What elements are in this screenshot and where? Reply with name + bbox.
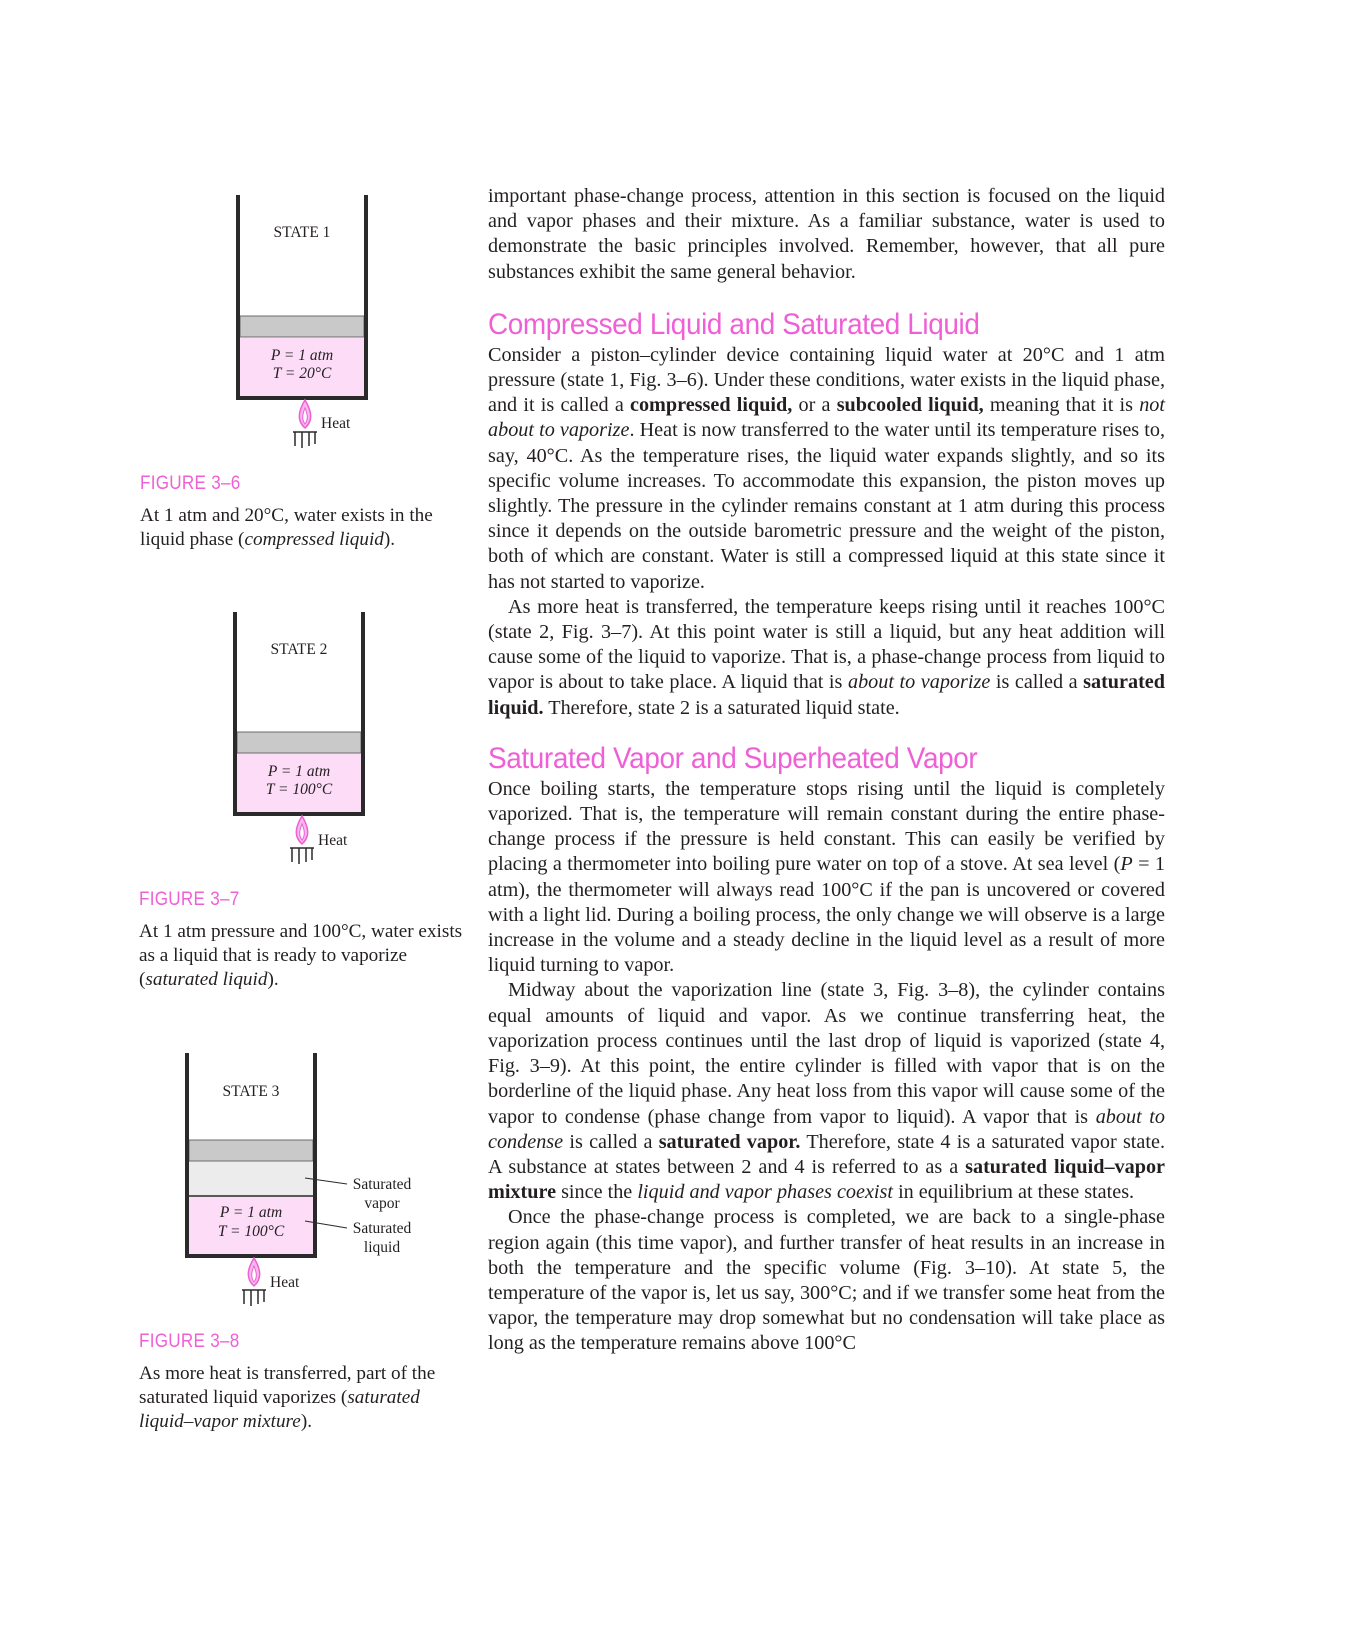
- state-label: STATE 2: [270, 641, 328, 658]
- pressure-label: P = 1 atm: [267, 763, 331, 780]
- liquid-label-line-1: Saturated: [352, 1220, 412, 1237]
- flame-icon: [242, 1258, 266, 1306]
- figure-caption: As more heat is transferred, part of the saturated liquid vaporizes (saturated liquid–vapor mixture).: [139, 1363, 436, 1432]
- state-label: STATE 1: [273, 224, 331, 241]
- state-label: STATE 3: [222, 1083, 280, 1100]
- figure-caption: At 1 atm pressure and 100°C, water exists as a liquid that is ready to vaporize (saturated liquid).: [139, 921, 463, 990]
- section-heading-compressed-liquid: Compressed Liquid and Saturated Liquid: [488, 307, 980, 341]
- paragraph-saturated-liquid: As more heat is transferred, the temperature keeps rising until it reaches 100°C (state 2, Fig. 3–7). At this point water is still a liquid, but any heat addition will cause some of the liquid to vaporize. That is, a phase-change process from liquid to vapor is about to take place. A liquid that is about to vaporize is called a saturated liquid. Therefore, state 2 is a saturated liquid state.: [488, 595, 1165, 719]
- vapor-label-line-2: vapor: [364, 1195, 400, 1212]
- pressure-label: P = 1 atm: [219, 1204, 283, 1221]
- vapor-label-line-1: Saturated: [352, 1176, 412, 1193]
- paragraph-superheated-vapor: Once the phase-change process is completed, we are back to a single-phase region again (this time vapor), and further transfer of heat results in an increase in both the temperature and the specific volume (Fig. 3–10). At state 5, the temperature of the vapor is, let us say, 300°C; and if we transfer some heat from the vapor, the temperature may drop somewhat but no condensation will take place as long as the temperature remains above 100°C: [488, 1206, 1165, 1355]
- heat-label: Heat: [321, 415, 351, 432]
- paragraph-compressed-liquid: Consider a piston–cylinder device containing liquid water at 20°C and 1 atm pressure (state 1, Fig. 3–6). Under these conditions, water exists in the liquid phase, and it is called a compressed liquid, or a subcooled liquid, meaning that it is not about to vaporize. Heat is now transferred to the water until its temperature rises to, say, 40°C. As the temperature rises, the liquid water expands slightly, and so its specific volume increases. To accommodate this expansion, the piston moves up slightly. The pressure in the cylinder remains constant at 1 atm during this process since it depends on the outside barometric pressure and the weight of the piston, both of which are constant. Water is still a compressed liquid at this state since it has not started to vaporize.: [488, 343, 1165, 593]
- section-heading-saturated-vapor: Saturated Vapor and Superheated Vapor: [488, 741, 978, 775]
- pressure-label: P = 1 atm: [270, 347, 334, 364]
- temperature-label: T = 100°C: [217, 1223, 285, 1240]
- figure-label: FIGURE 3–6: [140, 473, 241, 494]
- paragraph-saturated-vapor: Midway about the vaporization line (state 3, Fig. 3–8), the cylinder contains equal amounts of liquid and vapor. As we continue transferring heat, the vaporization process continues until the last drop of liquid is vaporized (state 4, Fig. 3–9). At this point, the entire cylinder is filled with vapor that is on the borderline of the liquid phase. Any heat loss from this vapor will cause some of the vapor to condense (phase change from vapor to liquid). A vapor that is about to condense is called a saturated vapor. Therefore, state 4 is a saturated vapor state. A substance at states between 2 and 4 is referred to as a saturated liquid–vapor mixture since the liquid and vapor phases coexist in equilibrium at these states.: [488, 979, 1166, 1204]
- figure-3-8-diagram: [0, 0, 480, 1400]
- main-text-column: [488, 184, 1165, 1357]
- figure-label: FIGURE 3–8: [139, 1331, 240, 1352]
- heat-label: Heat: [270, 1274, 300, 1291]
- figure-label: FIGURE 3–7: [139, 889, 240, 910]
- heat-label: Heat: [318, 832, 348, 849]
- figure-caption: At 1 atm and 20°C, water exists in the liquid phase (compressed liquid).: [140, 505, 433, 550]
- intro-paragraph: important phase-change process, attention in this section is focused on the liquid and vapor phases and their mixture. As a familiar substance, water is used to demonstrate the basic principles involved. Remember, however, that all pure substances exhibit the same general behavior.: [488, 185, 1165, 283]
- paragraph-boiling: Once boiling starts, the temperature stops rising until the liquid is completely vaporized. That is, the temperature will remain constant during the entire phase-change process if the pressure is held constant. This can easily be verified by placing a thermometer into boiling pure water on top of a stove. At sea level (P = 1 atm), the thermometer will always read 100°C if the pan is uncovered or covered with a light lid. During a boiling process, the only change we will observe is a large increase in the volume and a steady decline in the liquid level as a result of more liquid turning to vapor.: [488, 777, 1166, 977]
- liquid-label-line-2: liquid: [363, 1239, 401, 1256]
- temperature-label: T = 20°C: [272, 365, 332, 382]
- temperature-label: T = 100°C: [265, 781, 333, 798]
- piston: [189, 1140, 313, 1161]
- vapor-region: [189, 1161, 313, 1196]
